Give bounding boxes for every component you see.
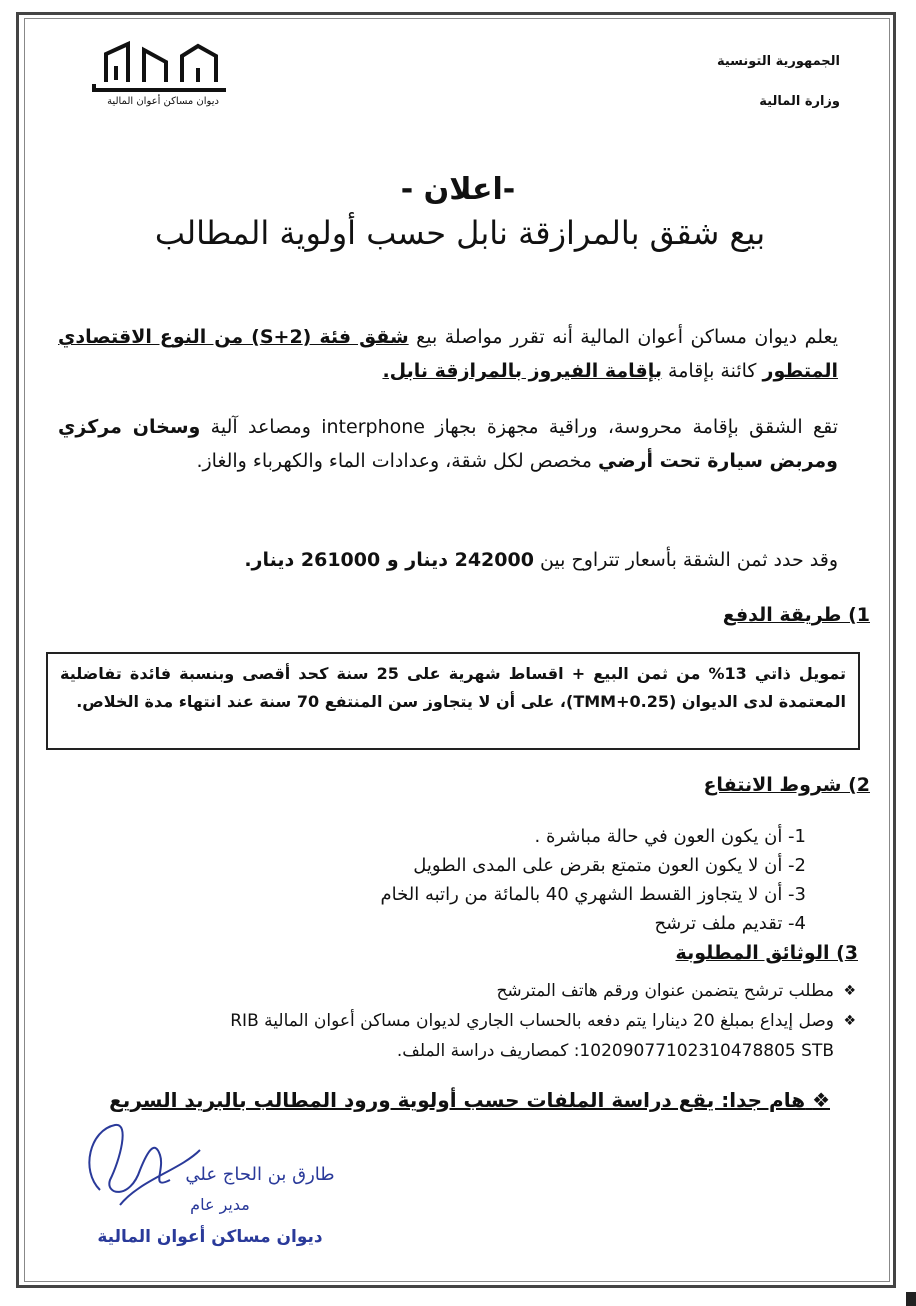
intro-paragraph-1 [58, 320, 838, 388]
list-item: 2- أن لا يكون العون متمتع بقرض على المدى الطويل [413, 855, 806, 876]
intro-text-a: يعلم ديوان مساكن أعوان المالية أنه تقرر مواصلة بيع [408, 326, 838, 348]
diamond-bullet-icon: ❖ [843, 1013, 856, 1029]
features-text-c: مخصص لكل شقة، وعدادات الماء والكهرباء والغاز. [196, 450, 598, 472]
important-notice [109, 1088, 830, 1112]
signature-stamp [60, 1110, 335, 1260]
diamond-bullet-icon: ❖ [843, 983, 856, 999]
documents-heading: 3) الوثائق المطلوبة [675, 942, 858, 964]
scan-mark [906, 1292, 916, 1306]
diamond-bullet-icon: ❖ [812, 1088, 830, 1112]
announcement-subtitle: بيع شقق بالمرازقة نابل حسب أولوية المطالب [154, 214, 766, 252]
list-item: 3- أن لا يتجاوز القسط الشهري 40 بالمائة من راتبه الخام [380, 884, 806, 905]
header-republic [717, 42, 840, 122]
list-item [56, 1006, 856, 1066]
signature-org: ديوان مساكن أعوان المالية [97, 1227, 323, 1247]
list-item: 4- تقديم ملف ترشح [654, 913, 806, 934]
payment-heading: 1) طريقة الدفع [722, 604, 870, 626]
notice-text: هام جدا: يقع دراسة الملفات حسب أولوية ورود المطالب بالبريد السريع [109, 1088, 806, 1112]
price-text: وقد حدد ثمن الشقة بأسعار تتراوح بين [533, 549, 838, 571]
document-text: وصل إيداع بمبلغ 20 دينارا يتم دفعه بالحساب الجاري لديوان مساكن أعوان المالية RIB :10209077102310478805 STB كمصاريف دراسة الملف. [230, 1011, 834, 1061]
list-item [56, 976, 856, 1006]
announcement-title: -اعلان - [400, 172, 516, 207]
country-name: الجمهورية التونسية [716, 54, 840, 69]
documents-list [56, 976, 856, 1066]
intro-apartment-type: شقق فئة (S+2) من النوع الاقتصادي المتطور [58, 326, 838, 382]
price-range: 242000 دينار و 261000 دينار. [244, 549, 534, 571]
features-text-a: تقع الشقق بإقامة محروسة، وراقية مجهزة بجهاز interphone ومصاعد آلية [200, 416, 838, 438]
intro-paragraph-2 [58, 410, 838, 478]
conditions-heading: 2) شروط الانتفاع [703, 774, 870, 796]
list-item: 1- أن يكون العون في حالة مباشرة . [534, 826, 806, 847]
logo-caption: ديوان مساكن أعوان المالية [107, 96, 219, 107]
signature-name: طارق بن الحاج علي [185, 1164, 335, 1185]
document-text: مطلب ترشح يتضمن عنوان ورقم هاتف المترشح [496, 981, 834, 1001]
ministry-name: وزارة المالية [759, 94, 840, 109]
features-bold: وسخان مركزي ومربض سيارة تحت أرضي [58, 416, 838, 472]
conditions-list [381, 822, 806, 938]
intro-residence: بإقامة الفيروز بالمرازقة نابل. [382, 360, 663, 382]
signature-role: مدير عام [190, 1195, 250, 1214]
payment-box: تمويل ذاتي 13% من ثمن البيع + اقساط شهرية على 25 سنة كحد أقصى وبنسبة فائدة تفاضلية المعتمدة لدى الديوان (TMM+0.25)، على أن لا يتجاوز سن المنتفع 70 سنة عند انتهاء مدة الخلاص. [46, 652, 860, 750]
price-paragraph [58, 543, 838, 577]
intro-text-c: كائنة بإقامة [662, 360, 763, 382]
